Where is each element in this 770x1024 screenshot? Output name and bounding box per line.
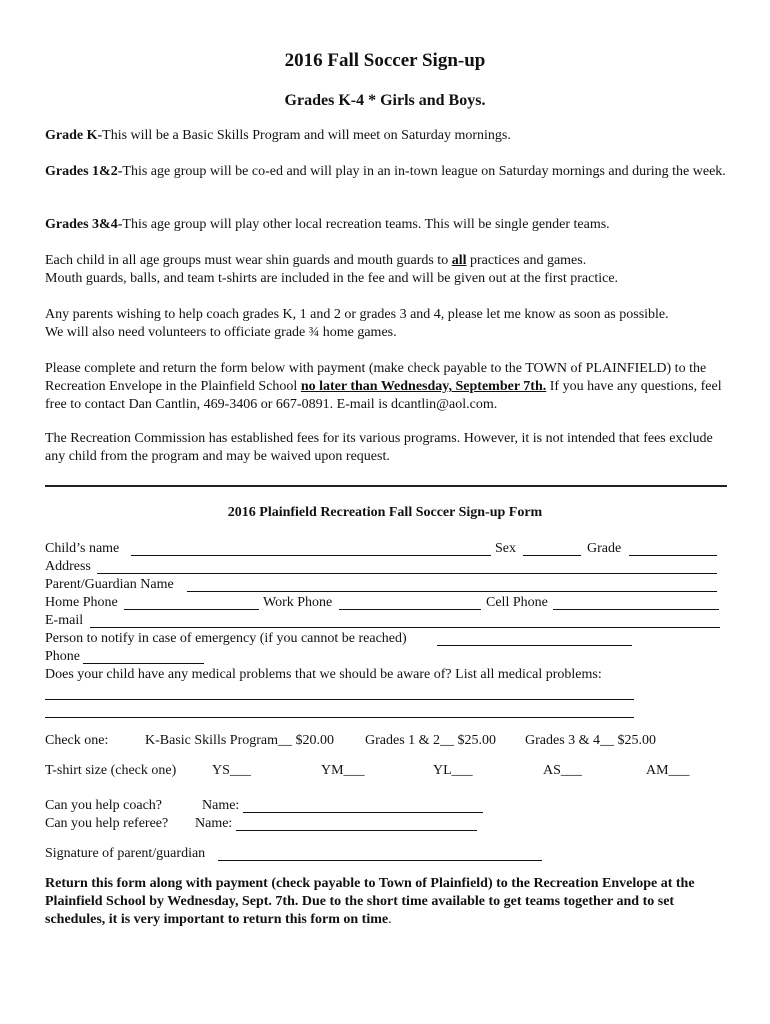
grades-12-text: This age group will be co-ed and will play in an in-town league on Saturday mornings and during the week. xyxy=(122,164,726,179)
grades-12-label: Grades 1&2- xyxy=(45,164,123,179)
signature-label: Signature of parent/guardian xyxy=(45,846,206,861)
option-grades-34[interactable]: Grades 3 & 4__ $25.00 xyxy=(525,733,657,748)
help-coach-name-label: Name: xyxy=(202,798,240,813)
help-coach-name-field[interactable] xyxy=(243,812,483,813)
grade-k-text: This will be a Basic Skills Program and will meet on Saturday mornings. xyxy=(102,128,511,143)
page-title: 2016 Fall Soccer Sign-up xyxy=(284,50,486,71)
email-field[interactable] xyxy=(90,627,720,628)
coach-line-2: We will also need volunteers to officiate grade ¾ home games. xyxy=(45,325,397,340)
medical-line-2-row xyxy=(45,702,725,720)
grade-label: Grade xyxy=(587,541,622,556)
childs-name-row xyxy=(45,540,725,558)
sex-field[interactable] xyxy=(523,555,581,556)
tshirt-size-as[interactable]: AS___ xyxy=(543,763,582,778)
section-divider xyxy=(45,485,727,487)
grade-field[interactable] xyxy=(629,555,717,556)
tshirt-label: T-shirt size (check one) xyxy=(45,763,177,778)
work-phone-label: Work Phone xyxy=(263,595,333,610)
address-row xyxy=(45,558,725,576)
tshirt-size-am[interactable]: AM___ xyxy=(646,763,690,778)
tshirt-size-ym[interactable]: YM___ xyxy=(321,763,365,778)
help-referee-name-label: Name: xyxy=(195,816,233,831)
medical-field-line-1[interactable] xyxy=(45,699,634,700)
option-k-basic[interactable]: K-Basic Skills Program__ $20.00 xyxy=(145,733,334,748)
gear-line-2: Mouth guards, balls, and team t-shirts are included in the fee and will be given out at the first practice. xyxy=(45,271,619,286)
footer-period: . xyxy=(388,912,392,927)
tshirt-size-yl[interactable]: YL___ xyxy=(433,763,473,778)
cell-phone-label: Cell Phone xyxy=(486,595,548,610)
tshirt-size-ys[interactable]: YS___ xyxy=(212,763,251,778)
work-phone-field[interactable] xyxy=(339,609,481,610)
return-text-a: Please complete and return the form below with payment (make check payable to the TOWN of PLAINFIELD) to the Recreation Envelope in the Plainfield School xyxy=(45,361,707,394)
parent-name-field[interactable] xyxy=(187,591,717,592)
address-label: Address xyxy=(45,559,91,574)
medical-row xyxy=(45,666,725,684)
phones-row xyxy=(45,594,725,612)
option-grades-12[interactable]: Grades 1 & 2__ $25.00 xyxy=(365,733,497,748)
gear-text-a: Each child in all age groups must wear shin guards and mouth guards to xyxy=(45,253,452,268)
fees-paragraph: The Recreation Commission has established fees for its various programs. However, it is not intended that fees exclude any child from the program and may be waived upon request. xyxy=(45,431,713,464)
childs-name-label: Child’s name xyxy=(45,541,120,556)
return-paragraph xyxy=(45,360,735,414)
signature-row xyxy=(45,845,725,863)
emergency-phone-row xyxy=(45,648,725,666)
childs-name-field[interactable] xyxy=(131,555,491,556)
parent-name-row xyxy=(45,576,725,594)
medical-line-1-row xyxy=(45,684,725,702)
return-text-b: If you have any questions, feel free to contact Dan Cantlin, 469-3406 or 667-0891. E-mail is dcantlin@aol.com. xyxy=(45,379,722,412)
emergency-phone-label: Phone xyxy=(45,649,80,664)
email-row xyxy=(45,612,725,630)
help-referee-row xyxy=(45,815,725,833)
tshirt-row xyxy=(45,762,725,780)
cell-phone-field[interactable] xyxy=(553,609,719,610)
emergency-phone-field[interactable] xyxy=(83,663,204,664)
return-deadline: no later than Wednesday, September 7th. xyxy=(300,379,547,394)
gear-text-all: all xyxy=(451,253,467,268)
check-one-row xyxy=(45,732,725,750)
emergency-row xyxy=(45,630,725,648)
help-referee-label: Can you help referee? xyxy=(45,816,169,831)
emergency-label: Person to notify in case of emergency (if you cannot be reached) xyxy=(45,631,407,646)
medical-field-line-2[interactable] xyxy=(45,717,634,718)
help-referee-name-field[interactable] xyxy=(236,830,477,831)
check-one-label: Check one: xyxy=(45,733,109,748)
gear-text-b: practices and games. xyxy=(466,253,587,268)
medical-label: Does your child have any medical problems that we should be aware of? List all medical problems: xyxy=(45,667,602,682)
coach-line-1: Any parents wishing to help coach grades K, 1 and 2 or grades 3 and 4, please let me know as soon as possible. xyxy=(45,307,669,322)
grade-k-paragraph xyxy=(45,127,735,145)
gear-paragraph xyxy=(45,252,735,288)
help-coach-label: Can you help coach? xyxy=(45,798,163,813)
form-title: 2016 Plainfield Recreation Fall Soccer Sign-up Form xyxy=(227,505,543,520)
help-coach-row xyxy=(45,797,725,815)
grade-k-label: Grade K- xyxy=(45,128,103,143)
emergency-field[interactable] xyxy=(437,645,632,646)
coach-paragraph xyxy=(45,306,735,342)
address-field[interactable] xyxy=(97,573,717,574)
grades-34-label: Grades 3&4- xyxy=(45,217,123,232)
footer-text: Return this form along with payment (check payable to Town of Plainfield) to the Recreation Envelope at the Plainfield School by Wednesday, Sept. 7th. Due to the short time available to get teams together and to set schedules, it is very important to return this form on time xyxy=(45,876,695,927)
home-phone-field[interactable] xyxy=(124,609,259,610)
footer-notice xyxy=(45,875,735,929)
grades-34-text: This age group will play other local recreation teams. This will be single gender teams. xyxy=(122,217,610,232)
parent-name-label: Parent/Guardian Name xyxy=(45,577,174,592)
grades-12-paragraph xyxy=(45,163,735,181)
page-subtitle: Grades K-4 * Girls and Boys. xyxy=(284,92,486,109)
signature-field[interactable] xyxy=(218,860,542,861)
sex-label: Sex xyxy=(495,541,516,556)
grades-34-paragraph xyxy=(45,216,735,234)
email-label: E-mail xyxy=(45,613,84,628)
home-phone-label: Home Phone xyxy=(45,595,118,610)
